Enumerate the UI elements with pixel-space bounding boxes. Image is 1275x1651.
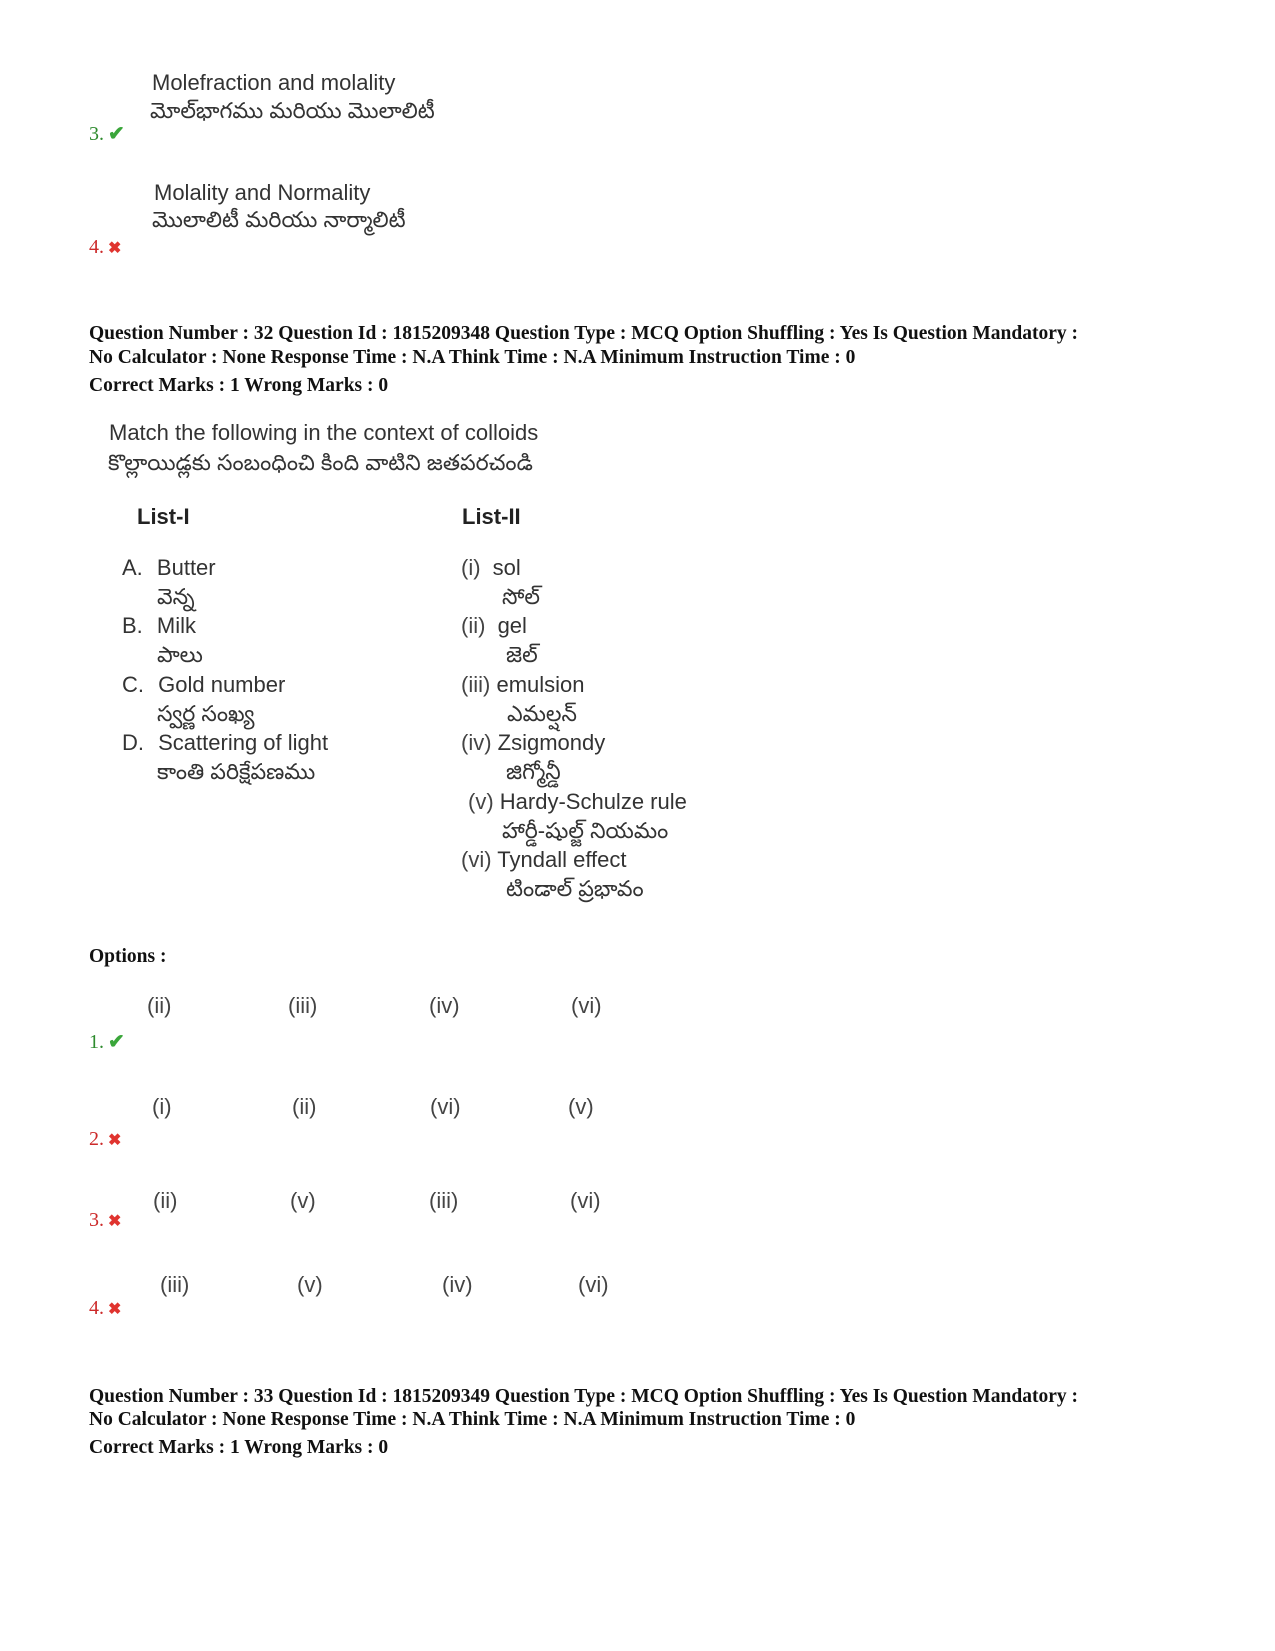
list1-item-c — [122, 672, 285, 698]
prev-option-4-en: Molality and Normality — [154, 180, 371, 205]
q33-meta-line1: Question Number : 33 Question Id : 1815209349 Question Type : MCQ Option Shuffling : Yes Is Question Mandatory : — [89, 1386, 1078, 1407]
list2-item-label: (i) — [461, 555, 481, 580]
list2-item-i — [461, 555, 521, 581]
list2-item-iii — [461, 672, 585, 698]
list1-item-text: Butter — [156, 555, 216, 580]
q32-marks: Correct Marks : 1 Wrong Marks : 0 — [89, 375, 389, 396]
cross-icon: ✖ — [108, 240, 122, 257]
list2-item-text: Hardy-Schulze rule — [499, 789, 687, 814]
option-4-value-1: (iii) — [160, 1272, 190, 1297]
list1-item-text: Milk — [156, 613, 197, 638]
list2-item-label: (iii) — [461, 672, 491, 697]
q32-meta-line2: No Calculator : None Response Time : N.A Think Time : N.A Minimum Instruction Time : 0 — [89, 347, 856, 368]
list1-item-label: B. — [122, 613, 143, 638]
option-1-marker — [89, 1029, 125, 1054]
list2-item-label: (iv) — [461, 730, 492, 755]
option-4-value-3: (iv) — [442, 1272, 473, 1297]
list2-item-text: sol — [492, 555, 521, 580]
option-3-value-2: (v) — [290, 1188, 316, 1213]
option-2-value-1: (i) — [152, 1094, 172, 1119]
list1-item-a-te: వెన్న — [157, 584, 195, 609]
option-1-value-2: (iii) — [288, 993, 318, 1018]
list1-item-label: D. — [122, 730, 144, 755]
option-2-value-4: (v) — [568, 1094, 594, 1119]
list1-item-label: A. — [122, 555, 143, 580]
q32-meta-line1: Question Number : 32 Question Id : 1815209348 Question Type : MCQ Option Shuffling : Yes Is Question Mandatory : — [89, 323, 1078, 344]
q33-meta-line2: No Calculator : None Response Time : N.A Think Time : N.A Minimum Instruction Time : 0 — [89, 1409, 856, 1430]
list2-item-v-te: హార్డీ-షుల్జ్ నియమం — [502, 818, 669, 843]
option-1-value-3: (iv) — [429, 993, 460, 1018]
list2-item-vi — [461, 847, 627, 873]
option-4-marker — [89, 1297, 121, 1320]
list1-item-d-te: కాంతి పరిక్షేపణము — [157, 759, 316, 784]
option-1-value-1: (ii) — [147, 993, 172, 1018]
option-number: 4. — [89, 236, 104, 258]
list2-item-i-te: సోల్ — [502, 584, 540, 609]
list1-item-d — [122, 730, 328, 756]
prev-option-3-en: Molefraction and molality — [152, 70, 396, 95]
cross-icon: ✖ — [108, 1213, 122, 1230]
option-3-value-1: (ii) — [153, 1188, 178, 1213]
option-number: 2. — [89, 1128, 104, 1150]
option-number: 4. — [89, 1297, 104, 1319]
list1-item-text: Gold number — [158, 672, 286, 697]
list2-item-v — [468, 789, 687, 815]
list2-item-ii — [461, 613, 527, 639]
check-icon: ✔ — [108, 1031, 125, 1053]
list1-item-b-te: పాలు — [157, 642, 203, 667]
option-number: 1. — [89, 1031, 104, 1053]
list2-item-text: Zsigmondy — [497, 730, 606, 755]
prev-option-3-marker — [89, 121, 125, 146]
option-3-value-4: (vi) — [570, 1188, 601, 1213]
q33-marks: Correct Marks : 1 Wrong Marks : 0 — [89, 1437, 389, 1458]
check-icon: ✔ — [108, 123, 125, 145]
option-4-value-4: (vi) — [578, 1272, 609, 1297]
option-2-value-3: (vi) — [430, 1094, 461, 1119]
q32-question-en: Match the following in the context of colloids — [109, 420, 539, 445]
prev-option-4-te: మొలాలిటీ మరియు నార్మాలిటీ — [152, 207, 406, 232]
list2-item-iv — [461, 730, 605, 756]
option-number: 3. — [89, 123, 104, 145]
list1-item-a — [122, 555, 216, 581]
list2-item-vi-te: టిండాల్ ప్రభావం — [506, 876, 644, 901]
option-2-marker — [89, 1128, 121, 1151]
list2-item-iv-te: జిగ్మోన్డీ — [506, 759, 561, 784]
prev-option-4-marker — [89, 236, 121, 259]
option-3-value-3: (iii) — [429, 1188, 459, 1213]
list2-item-iii-te: ఎమల్షన్ — [507, 701, 577, 726]
list2-item-label: (v) — [468, 789, 494, 814]
options-label: Options : — [89, 946, 167, 967]
list1-item-text: Scattering of light — [158, 730, 329, 755]
option-1-value-4: (vi) — [571, 993, 602, 1018]
list2-item-label: (vi) — [461, 847, 492, 872]
list1-item-b — [122, 613, 196, 639]
list1-heading: List-I — [137, 504, 190, 529]
list2-item-text: gel — [497, 613, 527, 638]
list2-item-text: emulsion — [496, 672, 585, 697]
option-3-marker — [89, 1209, 121, 1232]
option-number: 3. — [89, 1209, 104, 1231]
cross-icon: ✖ — [108, 1132, 122, 1149]
list1-item-c-te: స్వర్ణ సంఖ్య — [157, 701, 255, 726]
q32-question-te: కొల్లాయిడ్లకు సంబంధించి కింది వాటిని జతపరచండి — [108, 450, 533, 475]
prev-option-3-te: మోల్‌భాగము మరియు మొలాలిటీ — [150, 98, 435, 123]
option-4-value-2: (v) — [297, 1272, 323, 1297]
list2-item-ii-te: జెల్ — [506, 642, 538, 667]
list1-item-label: C. — [122, 672, 144, 697]
list2-heading: List-II — [462, 504, 521, 529]
list2-item-text: Tyndall effect — [497, 847, 627, 872]
cross-icon: ✖ — [108, 1301, 122, 1318]
option-2-value-2: (ii) — [292, 1094, 317, 1119]
list2-item-label: (ii) — [461, 613, 486, 638]
